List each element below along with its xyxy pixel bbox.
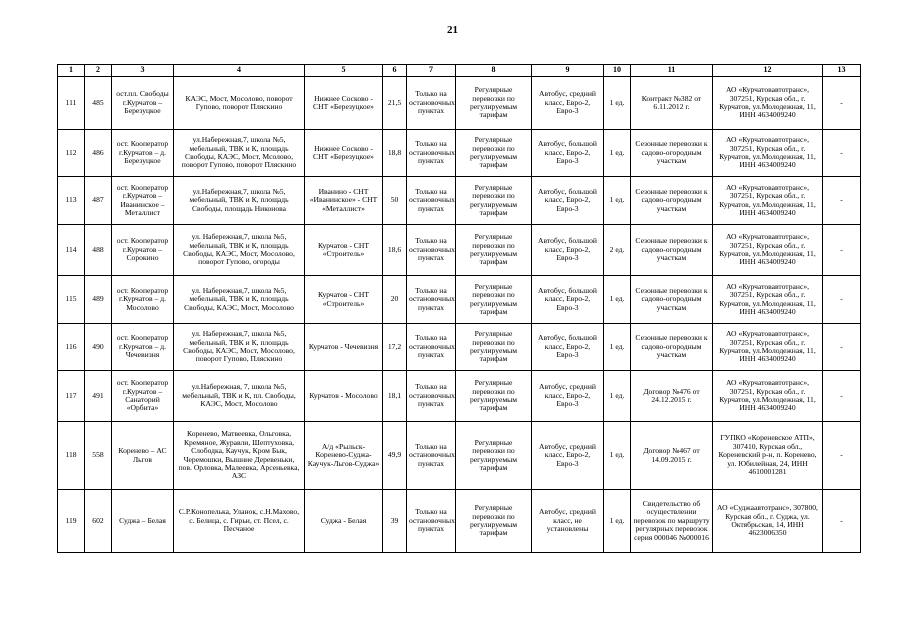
table-cell-col7: Только на остановочных пунктах	[407, 177, 456, 225]
table-cell-col3: Суджа – Белая	[112, 490, 174, 553]
table-cell-col1: 113	[58, 177, 85, 225]
table-cell-col9: Автобус, средний класс, Евро-2, Евро-3	[532, 422, 604, 490]
column-header-8: 8	[456, 65, 532, 77]
table-cell-col4: ул. Набережная,7, школа №5, мебельный, ТВК и К, площадь Свободы, КАЭС, Мост, Мосолово, поворот Гупово, огороды	[174, 225, 305, 276]
table-cell-col12: АО «Курчатовавтотранс», 307251, Курская обл., г. Курчатов, ул.Молодежная, 11, ИНН 4634009240	[713, 77, 823, 130]
table-cell-col1: 116	[58, 324, 85, 371]
table-cell-col2: 558	[85, 422, 112, 490]
table-cell-col3: ост. Кооператор г.Курчатов – Сорокино	[112, 225, 174, 276]
table-cell-col4: ул. Набережная,7, школа №5, мебельный, ТВК и К, площадь Свободы, КАЭС, Мост, Мосолово, поворот Гупово, Пляскино	[174, 324, 305, 371]
column-header-13: 13	[823, 65, 861, 77]
table-cell-col4: ул.Набережная,7, школа №5, мебельный, ТВК и К, площадь Свободы, КАЭС, Мост, Мсолово, поворот Гупово, поворот Пляскино	[174, 130, 305, 177]
table-cell-col5: Суджа - Белая	[305, 490, 383, 553]
column-header-10: 10	[604, 65, 631, 77]
table-cell-col1: 115	[58, 276, 85, 324]
table-row	[58, 371, 861, 422]
table-cell-col8: Регулярные перевозки по регулируемым тарифам	[456, 276, 532, 324]
table-cell-col6: 49,9	[383, 422, 407, 490]
table-cell-col4: ул.Набережная, 7, школа №5, мебельный, ТВК и К, пл. Свободы, КАЭС, Мост, Мосолово	[174, 371, 305, 422]
table-cell-col10: 1 ед.	[604, 77, 631, 130]
table-cell-col1: 117	[58, 371, 85, 422]
table-cell-col2: 602	[85, 490, 112, 553]
table-cell-col11: Контракт №382 от 6.11.2012 г.	[631, 77, 713, 130]
table-cell-col8: Регулярные перевозки по регулируемым тарифам	[456, 324, 532, 371]
table-cell-col9: Автобус, большой класс, Евро-2, Евро-3	[532, 324, 604, 371]
table-cell-col10: 1 ед.	[604, 276, 631, 324]
table-cell-col3: ост. Кооператор г.Курчатов – д. Березуцкое	[112, 130, 174, 177]
table-cell-col2: 491	[85, 371, 112, 422]
table-cell-col10: 1 ед.	[604, 371, 631, 422]
table-cell-col6: 18,8	[383, 130, 407, 177]
column-header-1: 1	[58, 65, 85, 77]
table-cell-col1: 114	[58, 225, 85, 276]
table-cell-col13: -	[823, 276, 861, 324]
table-cell-col1: 112	[58, 130, 85, 177]
table-cell-col6: 39	[383, 490, 407, 553]
table-cell-col9: Автобус, большой класс, Евро-2, Евро-3	[532, 130, 604, 177]
table-row	[58, 422, 861, 490]
column-header-7: 7	[407, 65, 456, 77]
column-header-4: 4	[174, 65, 305, 77]
column-header-9: 9	[532, 65, 604, 77]
table-cell-col7: Только на остановочных пунктах	[407, 130, 456, 177]
table-cell-col12: АО «Курчатовавтотранс», 307251, Курская обл., г. Курчатов, ул.Молодежная, 11, ИНН 4634009240	[713, 130, 823, 177]
table-cell-col10: 1 ед.	[604, 177, 631, 225]
table-cell-col13: -	[823, 225, 861, 276]
table-cell-col5: Курчатов - Мосолово	[305, 371, 383, 422]
table-cell-col6: 20	[383, 276, 407, 324]
column-header-2: 2	[85, 65, 112, 77]
table-cell-col12: АО «Курчатовавтотранс», 307251, Курская обл., г. Курчатов, ул.Молодежная, 11, ИНН 4634009240	[713, 177, 823, 225]
table-cell-col6: 17,2	[383, 324, 407, 371]
table-cell-col7: Только на остановочных пунктах	[407, 371, 456, 422]
table-cell-col8: Регулярные перевозки по регулируемым тарифам	[456, 422, 532, 490]
routes-table	[57, 64, 861, 553]
table-cell-col11: Свидетельство об осуществлении перевозок по маршруту регулярных перевозок серия 000046 №000016	[631, 490, 713, 553]
table-cell-col13: -	[823, 130, 861, 177]
page-number: 21	[447, 24, 458, 36]
table-cell-col11: Договор №467 от 14.09.2015 г.	[631, 422, 713, 490]
table-cell-col9: Автобус, большой класс, Евро-2, Евро-3	[532, 177, 604, 225]
column-header-3: 3	[112, 65, 174, 77]
table-cell-col12: АО «Курчатовавтотранс», 307251, Курская обл., г. Курчатов, ул.Молодежная, 11, ИНН 4634009240	[713, 324, 823, 371]
table-cell-col11: Сезонные перевозки к садово-огородным участкам	[631, 225, 713, 276]
table-cell-col6: 50	[383, 177, 407, 225]
table-cell-col4: КАЭС, Мост, Мосолово, поворот Гупово, поворот Пляскино	[174, 77, 305, 130]
table-cell-col2: 486	[85, 130, 112, 177]
table-cell-col8: Регулярные перевозки по регулируемым тарифам	[456, 177, 532, 225]
table-cell-col12: АО «Курчатовавтотранс», 307251, Курская обл., г. Курчатов, ул.Молодежная, 11, ИНН 4634009240	[713, 225, 823, 276]
table-cell-col4: С.Р.Конопелька, Уланок, с.Н.Махово, с. Белица, с. Гирьи, ст. Псел, с. Песчаное	[174, 490, 305, 553]
table-cell-col12: ГУПКО «Кореневское АТП», 307410, Курская обл., Кореневский р-н, п. Коренево, ул. Юбилейная, 24, ИНН 4610001281	[713, 422, 823, 490]
table-cell-col6: 21,5	[383, 77, 407, 130]
table-row	[58, 490, 861, 553]
table-row	[58, 324, 861, 371]
table-cell-col2: 487	[85, 177, 112, 225]
table-cell-col13: -	[823, 422, 861, 490]
column-header-5: 5	[305, 65, 383, 77]
table-cell-col2: 488	[85, 225, 112, 276]
table-cell-col5: Курчатов - СНТ «Строитель»	[305, 225, 383, 276]
table-cell-col8: Регулярные перевозки по регулируемым тарифам	[456, 130, 532, 177]
table-cell-col7: Только на остановочных пунктах	[407, 225, 456, 276]
table-cell-col10: 1 ед.	[604, 422, 631, 490]
table-cell-col10: 1 ед.	[604, 490, 631, 553]
table-cell-col8: Регулярные перевозки по регулируемым тарифам	[456, 225, 532, 276]
table-cell-col7: Только на остановочных пунктах	[407, 422, 456, 490]
table-cell-col2: 489	[85, 276, 112, 324]
table-cell-col1: 119	[58, 490, 85, 553]
table-cell-col5: Нижнее Сосково - СНТ «Березуцкое»	[305, 77, 383, 130]
table-cell-col11: Сезонные перевозки к садово-огородным участкам	[631, 177, 713, 225]
table-cell-col10: 2 ед.	[604, 225, 631, 276]
table-cell-col3: ост. Кооператор г.Курчатов – д. Мосолово	[112, 276, 174, 324]
table-cell-col7: Только на остановочных пунктах	[407, 490, 456, 553]
table-cell-col12: АО «Курчатовавтотранс», 307251, Курская обл., г. Курчатов, ул.Молодежная, 11, ИНН 4634009240	[713, 276, 823, 324]
column-header-11: 11	[631, 65, 713, 77]
table-cell-col5: Курчатов - Чечевизня	[305, 324, 383, 371]
column-header-12: 12	[713, 65, 823, 77]
column-header-6: 6	[383, 65, 407, 77]
table-cell-col4: ул. Набережная,7, школа №5, мебельный, ТВК и К, площадь Свободы, КАЭС, Мост, Мосолово	[174, 276, 305, 324]
table-row	[58, 225, 861, 276]
table-cell-col12: АО «Курчатовавтотранс», 307251, Курская обл., г. Курчатов, ул.Молодежная, 11, ИНН 4634009240	[713, 371, 823, 422]
table-cell-col13: -	[823, 77, 861, 130]
table-cell-col10: 1 ед.	[604, 130, 631, 177]
table-cell-col5: Иванино - СНТ «Иванинское» - СНТ «Металлист»	[305, 177, 383, 225]
table-cell-col5: Курчатов - СНТ «Строитель»	[305, 276, 383, 324]
table-cell-col13: -	[823, 490, 861, 553]
table-cell-col3: Коренево – АС Льгов	[112, 422, 174, 490]
table-cell-col7: Только на остановочных пунктах	[407, 77, 456, 130]
table-cell-col1: 111	[58, 77, 85, 130]
table-cell-col9: Автобус, средний класс, не установлены	[532, 490, 604, 553]
table-cell-col11: Сезонные перевозки к садово-огородным участкам	[631, 324, 713, 371]
table-cell-col11: Сезонные перевозки к садово-огородным участкам	[631, 276, 713, 324]
table-cell-col1: 118	[58, 422, 85, 490]
table-cell-col3: ост. Кооператор г.Курчатов – Иванинское – Металлист	[112, 177, 174, 225]
table-cell-col6: 18,6	[383, 225, 407, 276]
table-cell-col4: Коренево, Матвеевка, Ольговка, Кремяное, Журавли, Шептуховка, Слободка, Каучук, Кром Бык, Черемошки, Вышние Деревеньки, пов. Орловка, Малеевка, Арсеньевка, АЗС	[174, 422, 305, 490]
table-cell-col3: ост. Кооператор г.Курчатов – д. Чечевизня	[112, 324, 174, 371]
table-cell-col9: Автобус, средний класс, Евро-2, Евро-3	[532, 371, 604, 422]
table-cell-col7: Только на остановочных пунктах	[407, 324, 456, 371]
table-cell-col11: Сезонные перевозки к садово-огородным участкам	[631, 130, 713, 177]
table-cell-col8: Регулярные перевозки по регулируемым тарифам	[456, 77, 532, 130]
table-cell-col9: Автобус, средний класс, Евро-2, Евро-3	[532, 77, 604, 130]
table-row	[58, 276, 861, 324]
table-cell-col2: 485	[85, 77, 112, 130]
table-cell-col10: 1 ед.	[604, 324, 631, 371]
table-cell-col13: -	[823, 177, 861, 225]
table-cell-col5: Нижнее Сосково - СНТ «Березуцкое»	[305, 130, 383, 177]
table-cell-col4: ул.Набережная,7, школа №5, мебельный, ТВК и К, площадь Свободы, площадь Никонова	[174, 177, 305, 225]
table-row	[58, 177, 861, 225]
table-cell-col11: Договор №476 от 24.12.2015 г.	[631, 371, 713, 422]
table-header-row	[58, 65, 861, 77]
table-cell-col2: 490	[85, 324, 112, 371]
table-cell-col13: -	[823, 324, 861, 371]
table-row	[58, 77, 861, 130]
table-cell-col12: АО «Суджаавтотранс», 307800, Курская обл., г. Суджа, ул. Октябрьская, 14, ИНН 4623006350	[713, 490, 823, 553]
table-cell-col8: Регулярные перевозки по регулируемым тарифам	[456, 490, 532, 553]
table-cell-col13: -	[823, 371, 861, 422]
table-cell-col7: Только на остановочных пунктах	[407, 276, 456, 324]
table-cell-col3: ост. Кооператор г.Курчатов – Санаторий «Орбита»	[112, 371, 174, 422]
table-row	[58, 130, 861, 177]
table-cell-col5: А/д «Рыльск-Коренево-Суджа-Каучук-Льгов-Суджа»	[305, 422, 383, 490]
table-cell-col3: ост.пл. Свободы г.Курчатов – Березуцкое	[112, 77, 174, 130]
table-cell-col6: 18,1	[383, 371, 407, 422]
table-cell-col9: Автобус, большой класс, Евро-2, Евро-3	[532, 225, 604, 276]
table-cell-col8: Регулярные перевозки по регулируемым тарифам	[456, 371, 532, 422]
table-cell-col9: Автобус, большой класс, Евро-2, Евро-3	[532, 276, 604, 324]
